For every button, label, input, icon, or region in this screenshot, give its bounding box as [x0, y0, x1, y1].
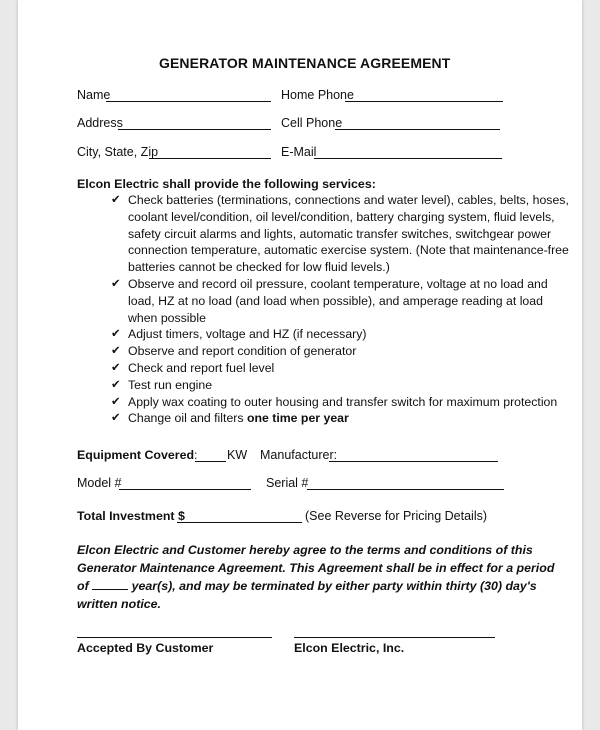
home-phone-label: Home Phone — [281, 88, 354, 102]
check-mark-icon: ✔ — [111, 361, 121, 374]
list-item: ✔ Apply wax coating to outer housing and transfer switch for maximum protection — [111, 394, 558, 409]
serial-label: Serial # — [266, 476, 309, 490]
company-signature-line[interactable] — [294, 637, 495, 638]
check-mark-icon: ✔ — [111, 277, 121, 290]
frequency-text: one time per year — [246, 411, 349, 426]
page-title: GENERATOR MAINTENANCE AGREEMENT — [159, 55, 451, 71]
check-mark-icon: ✔ — [111, 345, 121, 358]
model-field[interactable] — [119, 489, 251, 490]
list-item: ✔ Observe and record oil pressure, coolant temperature, voltage at no load and load, HZ at no load (and load when possible), and amperage reading at load when possible — [111, 276, 548, 325]
city-state-zip-label: City, State, Zip — [77, 145, 159, 159]
customer-signature-label: Accepted By Customer — [77, 641, 214, 655]
address-field[interactable] — [118, 129, 271, 130]
serial-field[interactable] — [307, 489, 504, 490]
email-field[interactable] — [314, 158, 502, 159]
manufacturer-field[interactable] — [329, 461, 498, 462]
cell-phone-field[interactable] — [335, 129, 500, 130]
kw-field[interactable] — [195, 461, 226, 462]
list-item: ✔ Observe and report condition of generator — [111, 344, 357, 359]
name-field[interactable] — [106, 101, 271, 102]
list-item: ✔ Adjust timers, voltage and HZ (if necessary) — [111, 327, 367, 342]
pricing-note: (See Reverse for Pricing Details) — [305, 509, 488, 523]
list-item: ✔ Test run engine — [111, 377, 213, 392]
manufacturer-label: Manufacturer: — [260, 448, 338, 462]
check-mark-icon: ✔ — [111, 378, 121, 391]
company-signature-label: Elcon Electric, Inc. — [294, 641, 405, 655]
check-mark-icon: ✔ — [111, 395, 121, 408]
customer-signature-line[interactable] — [77, 637, 272, 638]
services-heading: Elcon Electric shall provide the following services: — [77, 177, 376, 191]
list-item: ✔ Check batteries (terminations, connections and water level), cables, belts, hoses, coolant level/condition, oil level/condition, battery charging system, fluid levels, safety circuit alarms and lights, automatic transfer switches, switchgear power connection temperature, automatic exercise system. (Note that maintenance-free batteries cannot be checked for low fluid levels.) — [111, 193, 569, 275]
name-label: Name — [77, 88, 111, 102]
equipment-covered-label: Equipment Covered: — [77, 448, 198, 462]
check-mark-icon: ✔ — [111, 194, 121, 206]
email-label: E-Mail — [281, 145, 317, 159]
address-label: Address — [77, 116, 123, 130]
cell-phone-label: Cell Phone — [281, 116, 343, 130]
total-investment-field[interactable] — [177, 522, 302, 523]
total-investment-label: Total Investment $ — [77, 509, 185, 523]
services-list — [106, 192, 569, 427]
check-mark-icon: ✔ — [111, 328, 121, 341]
list-item: ✔ Check and report fuel level — [111, 360, 275, 375]
kw-label: KW — [227, 448, 248, 462]
document-page — [18, 0, 582, 730]
model-label: Model # — [77, 476, 122, 490]
check-mark-icon: ✔ — [111, 412, 121, 425]
agreement-text: Elcon Electric and Customer hereby agree to the terms and conditions of this Generator Maintenance Agreement. This Agreement shall be in effect for a period of year(s), and may be terminated by either party within thirty (30) day's written notice. — [77, 543, 555, 611]
years-field[interactable] — [92, 577, 128, 590]
home-phone-field[interactable] — [345, 101, 503, 102]
city-state-zip-field[interactable] — [149, 158, 271, 159]
list-item: ✔ Change oil and filters one time per year — [111, 411, 349, 426]
